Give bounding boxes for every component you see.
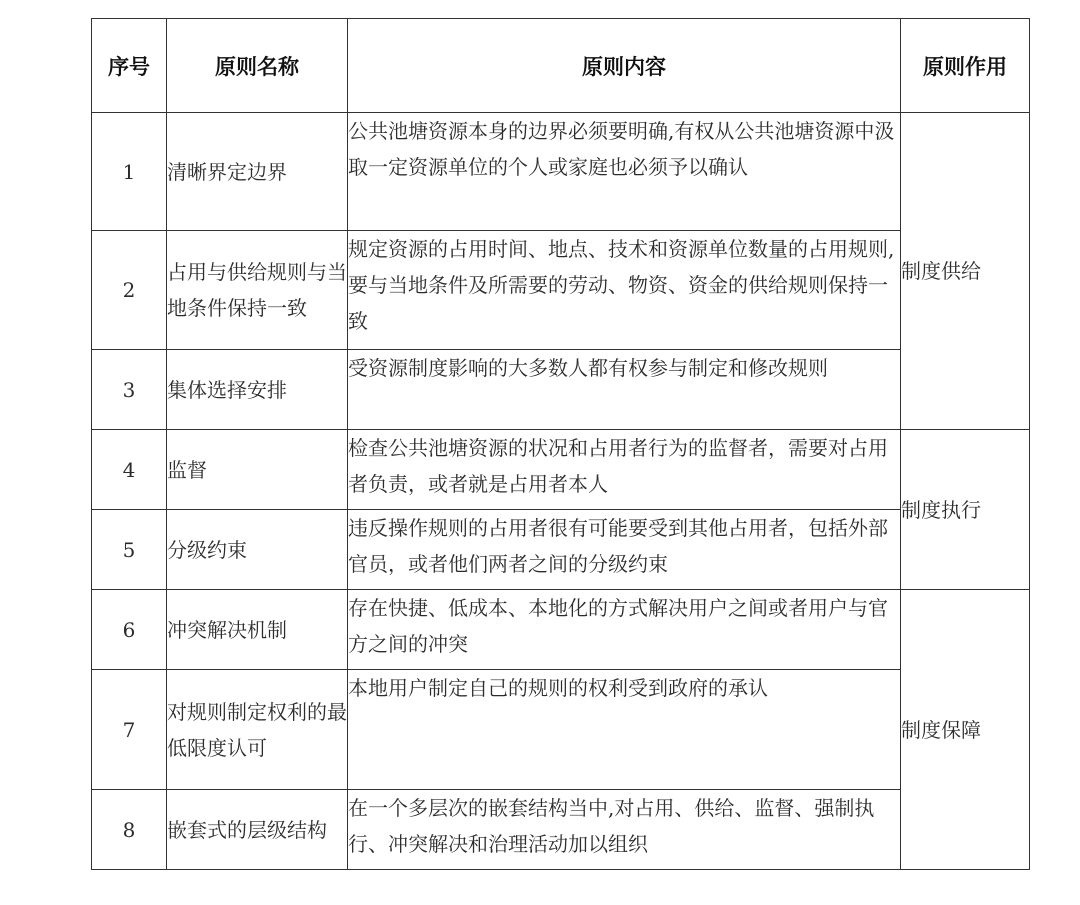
principle-name: 分级约束 (167, 510, 348, 590)
principle-name: 占用与供给规则与当地条件保持一致 (167, 231, 348, 350)
principle-name: 清晰界定边界 (167, 113, 348, 231)
row-number: 5 (92, 510, 167, 590)
row-number: 1 (92, 113, 167, 231)
principles-table (91, 18, 1030, 870)
principle-content: 本地用户制定自己的规则的权利受到政府的承认 (348, 670, 901, 790)
principle-name: 对规则制定权利的最低限度认可 (167, 670, 348, 790)
row-number: 7 (92, 670, 167, 790)
principle-name: 嵌套式的层级结构 (167, 790, 348, 870)
row-number: 2 (92, 231, 167, 350)
principle-name: 监督 (167, 430, 348, 510)
principle-role: 制度执行 (901, 430, 1030, 590)
row-number: 3 (92, 350, 167, 430)
principle-name: 冲突解决机制 (167, 590, 348, 670)
principle-content: 违反操作规则的占用者很有可能要受到其他占用者，包括外部官员，或者他们两者之间的分级约束 (348, 510, 901, 590)
principle-content: 在一个多层次的嵌套结构当中,对占用、供给、监督、强制执行、冲突解决和治理活动加以组织 (348, 790, 901, 870)
header-principle-name: 原则名称 (167, 19, 348, 113)
header-principle-content: 原则内容 (348, 19, 901, 113)
table-row (92, 590, 1030, 670)
table-row (92, 790, 1030, 870)
principle-role: 制度供给 (901, 113, 1030, 430)
table-row (92, 670, 1030, 790)
table-row (92, 231, 1030, 350)
table-row (92, 430, 1030, 510)
header-principle-role: 原则作用 (901, 19, 1030, 113)
principle-content: 受资源制度影响的大多数人都有权参与制定和修改规则 (348, 350, 901, 430)
table-row (92, 113, 1030, 231)
principle-content: 公共池塘资源本身的边界必须要明确,有权从公共池塘资源中汲取一定资源单位的个人或家庭也必须予以确认 (348, 113, 901, 231)
principle-name: 集体选择安排 (167, 350, 348, 430)
principle-content: 规定资源的占用时间、地点、技术和资源单位数量的占用规则,要与当地条件及所需要的劳动、物资、资金的供给规则保持一致 (348, 231, 901, 350)
header-number: 序号 (92, 19, 167, 113)
principle-content: 检查公共池塘资源的状况和占用者行为的监督者，需要对占用者负责，或者就是占用者本人 (348, 430, 901, 510)
principle-content: 存在快捷、低成本、本地化的方式解决用户之间或者用户与官方之间的冲突 (348, 590, 901, 670)
table-row (92, 350, 1030, 430)
table-row (92, 510, 1030, 590)
row-number: 4 (92, 430, 167, 510)
principle-role: 制度保障 (901, 590, 1030, 870)
row-number: 6 (92, 590, 167, 670)
header-row (92, 19, 1030, 113)
row-number: 8 (92, 790, 167, 870)
